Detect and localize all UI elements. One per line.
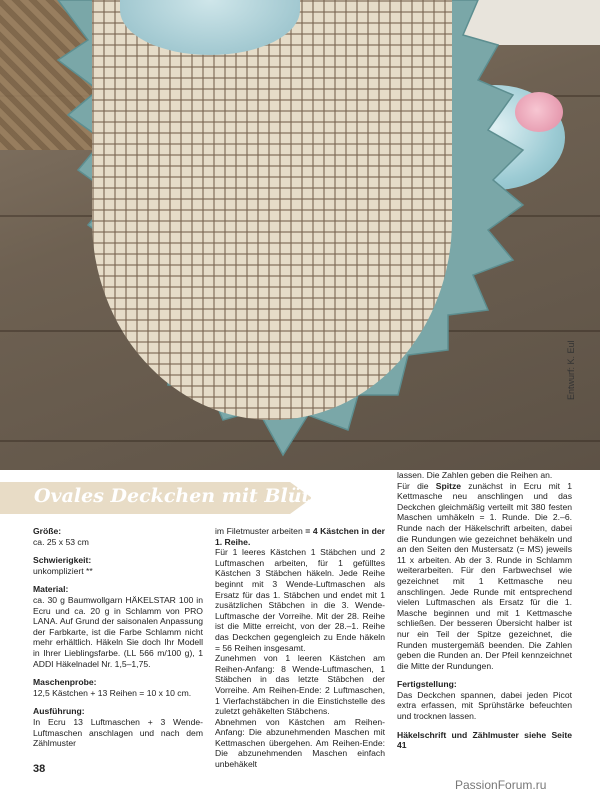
page-number: 38 — [33, 763, 46, 775]
material-text: ca. 30 g Baumwollgarn HÄKELSTAR 100 in Ecru und ca. 20 g in Schlamm von PRO LANA. Auf Grund der saisonalen Anpassung der Farbkarte, ist die Farbe Schlamm nicht mehr erhältlich. Häkeln Sie doch Ihr Modell in Ihrer Lieblingsfarbe. (LL 566 m/100 g), 1 ADDI Häkelnadel Nr. 1,5–1,75. — [33, 594, 203, 669]
filet-intro-a: im Filetmuster arbeiten — [215, 526, 306, 536]
size-heading: Größe: — [33, 526, 62, 536]
design-credit: Entwurf: K. Eul — [566, 340, 576, 400]
gauge-text: 12,5 Kästchen + 13 Reihen = 10 x 10 cm. — [33, 687, 192, 698]
edging-b: Spitze — [435, 480, 462, 491]
edging-instructions — [397, 481, 572, 672]
finishing-heading: Fertigstellung: — [397, 679, 457, 690]
column-right — [397, 470, 572, 751]
filet-instructions: Für 1 leeres Kästchen 1 Stäbchen und 2 Luftmaschen arbeiten, für 1 gefülltes Kästchen 3 Stäbchen häkeln. Jede Reihe beginnt mit 3 Wende-Luftmaschen als Ersatz für das 1. Stäbchen und endet mit 1 zusätzlichen Stäbchen in die 3. Wende-Luftmasche der Vorreihe. Mit der 28. Reihe ist die Mitte erreicht, von der 28.–1. Reihe das Deckchen gegengleich zu Ende häkeln = 56 Reihen insgesamt. — [215, 547, 385, 653]
difficulty-heading: Schwierigkeit: — [33, 555, 92, 566]
execution-text: In Ecru 13 Luftmaschen + 3 Wende-Luftmaschen anschlagen und nach dem Zählmuster — [33, 716, 203, 749]
chart-reference: Häkelschrift und Zählmuster siehe Seite 41 — [397, 729, 572, 751]
execution-heading: Ausführung: — [33, 706, 85, 717]
finishing-text: Das Deckchen spannen, dabei jeden Picot extra erfassen, mit Sprühstärke befeuchten und trocknen lassen. — [397, 689, 572, 722]
increase-instructions: Zunehmen von 1 leeren Kästchen am Reihen-Anfang: 8 Wende-Luftmaschen, 1 Stäbchen in das letzte Stäbchen der Vorreihe. Am Reihen-Ende: 2 Luftmaschen, 1 Vierfachstäbchen in die Einstichstelle des zuletzt gehäkelten Stäbchens. — [215, 653, 385, 717]
column-left — [33, 526, 203, 749]
watermark: PassionForum.ru — [455, 778, 547, 792]
difficulty-text: unkompliziert ** — [33, 565, 93, 576]
gauge-heading: Maschenprobe: — [33, 677, 97, 688]
size-text: ca. 25 x 53 cm — [33, 536, 89, 547]
column-middle — [215, 526, 385, 770]
edging-c: zunächst in Ecru mit 1 Kettmasche neu anschlingen und das Deckchen gleichmäßig verteilt mit 380 festen Maschen umhäkeln = 1. Runde. Die 2.–6. Runde nach der Häkelschrift arbeiten, dabei die Rundungen wie gezeichnet behäkeln und an den Seiten den Mustersatz (= MS) jeweils 11 x arbeiten. Ab der 3. Runde in Schlamm weiterarbeiten. Für den Farbwechsel wie gezeichnet mit 1 Kettmasche neu anschlingen. Jede Runde mit entsprechend vielen Luftmaschen als Ersatz für die 1. Masche beginnen und mit 1 Kettmasche schließen. Der besseren Übersicht halber ist nur ein Teil der Spitze gezeichnet, die Runden mustergemäß beenden. Die Zahlen geben die Runden an. Der Pfeil kennzeichnet die Mitte der Rundungen. — [397, 480, 572, 671]
material-heading: Material: — [33, 584, 69, 595]
filet-intro — [215, 526, 385, 547]
filet-intro-b: = 4 Kästchen in der 1. Reihe. — [215, 526, 385, 547]
edging-a: Für die — [397, 480, 436, 491]
article-title: Ovales Deckchen mit Blüten — [34, 485, 337, 507]
doily-filet-body — [92, 0, 452, 420]
rows-note: lassen. Die Zahlen geben die Reihen an. — [397, 470, 553, 480]
decrease-instructions: Abnehmen von Kästchen am Reihen-Anfang: Die abzunehmenden Maschen mit Kettmaschen übergehen. Am Reihen-Ende: Die abzunehmenden Maschen einfach unbehäkelt — [215, 716, 385, 770]
